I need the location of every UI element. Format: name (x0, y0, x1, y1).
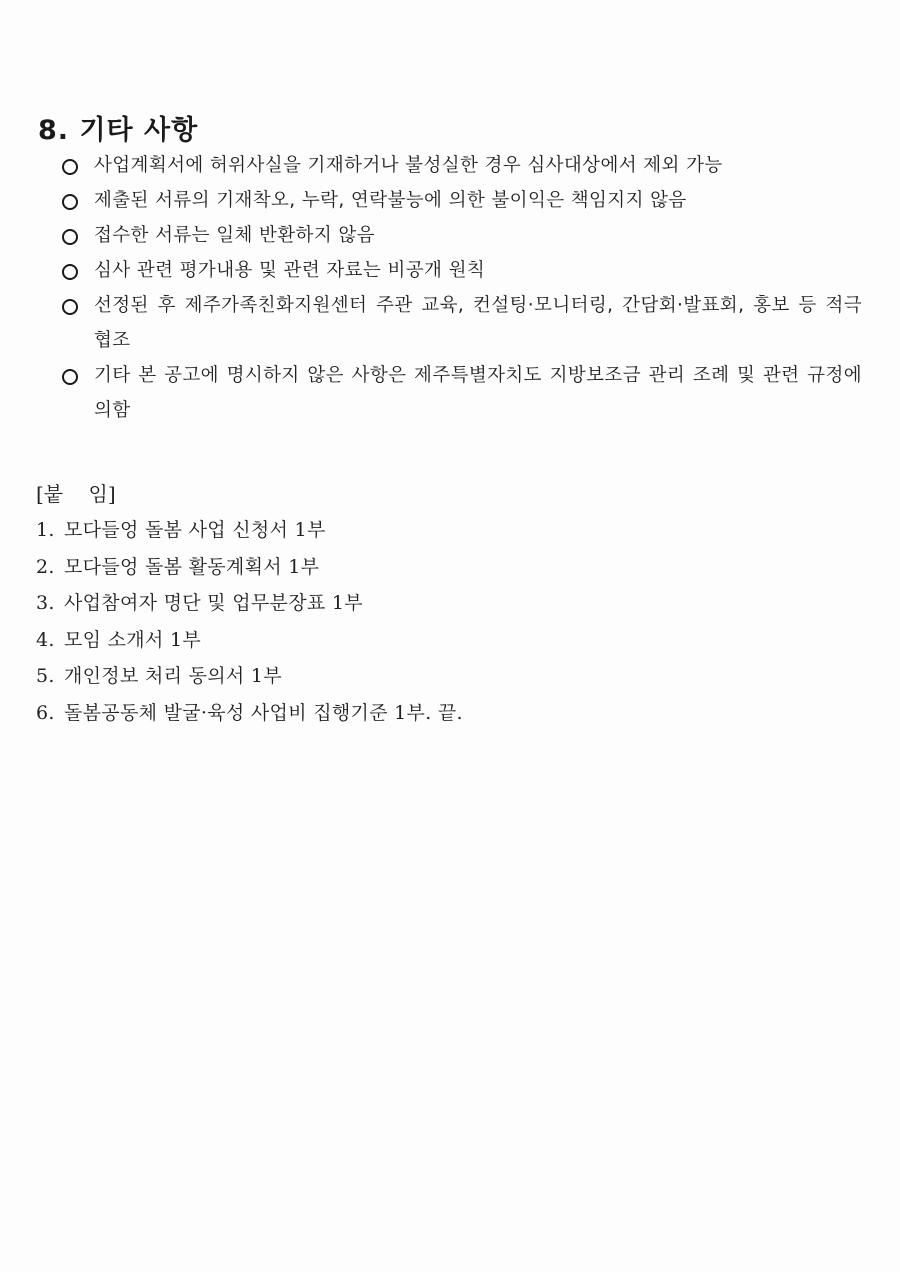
attachment-item (36, 695, 463, 732)
attachment-text: 개인정보 처리 동의서 1부 (64, 665, 282, 687)
notice-item (62, 148, 862, 183)
attachment-text: 모임 소개서 1부 (64, 628, 201, 651)
circle-bullet-icon (62, 299, 78, 315)
attachment-number: 3. (36, 592, 55, 614)
notice-item (62, 183, 862, 218)
circle-bullet-icon (62, 229, 78, 245)
notice-item (62, 253, 862, 288)
notice-item (62, 358, 862, 428)
circle-bullet-icon (62, 159, 78, 175)
notice-text: 기타 본 공고에 명시하지 않은 사항은 제주특별자치도 지방보조금 관리 조례 및 관련 규정에 의함 (94, 365, 862, 421)
notice-item (62, 288, 862, 358)
attachment-number: 5. (36, 665, 55, 687)
attachment-number: 2. (36, 555, 55, 578)
attachment-item (36, 585, 463, 622)
attachments-heading: [붙 임] (36, 482, 116, 506)
notice-text: 사업계획서에 허위사실을 기재하거나 불성실한 경우 심사대상에서 제외 가능 (94, 155, 723, 176)
attachment-item (36, 512, 463, 549)
notice-list (62, 148, 862, 428)
notice-text: 선정된 후 제주가족친화지원센터 주관 교육, 컨설팅·모니터링, 간담회·발표회, 홍보 등 적극 협조 (94, 295, 862, 351)
notice-text: 접수한 서류는 일체 반환하지 않음 (94, 225, 375, 246)
attachment-text: 돌봄공동체 발굴·육성 사업비 집행기준 1부. 끝. (64, 701, 463, 724)
attachment-number: 4. (36, 628, 55, 651)
notice-text: 심사 관련 평가내용 및 관련 자료는 비공개 원칙 (94, 260, 486, 281)
circle-bullet-icon (62, 369, 78, 385)
attachments-list (36, 512, 463, 731)
notice-text: 제출된 서류의 기재착오, 누락, 연락불능에 의한 불이익은 책임지지 않음 (94, 190, 687, 211)
notice-item (62, 218, 862, 253)
circle-bullet-icon (62, 194, 78, 210)
attachment-item (36, 658, 463, 695)
attachment-item (36, 549, 463, 586)
attachment-number: 1. (36, 519, 55, 541)
attachment-text: 모다들엉 돌봄 사업 신청서 1부 (64, 519, 326, 541)
attachment-number: 6. (36, 701, 55, 724)
circle-bullet-icon (62, 264, 78, 280)
attachment-item (36, 622, 463, 659)
attachment-text: 사업참여자 명단 및 업무분장표 1부 (64, 592, 363, 614)
attachment-text: 모다들엉 돌봄 활동계획서 1부 (64, 555, 320, 578)
section-title: 8. 기타 사항 (38, 115, 199, 146)
